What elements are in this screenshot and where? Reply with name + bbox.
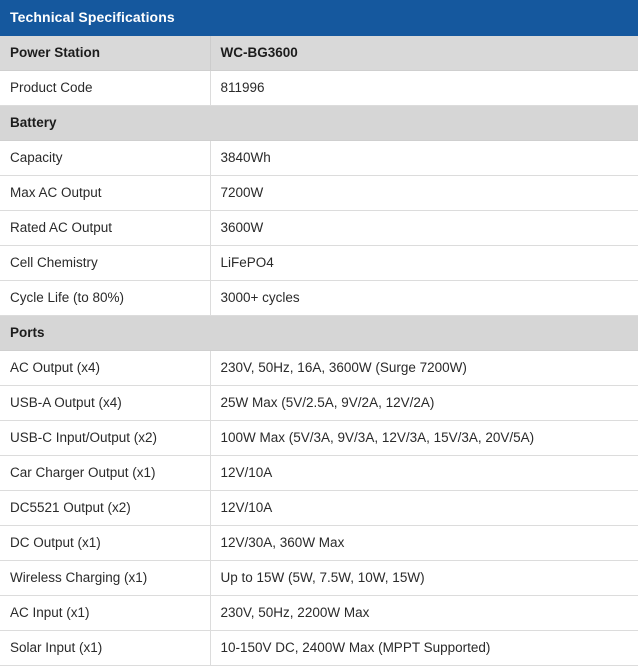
spec-value: 3840Wh bbox=[210, 141, 638, 176]
spec-label: Product Code bbox=[0, 71, 210, 106]
section-header-label: Ports bbox=[0, 316, 638, 351]
table-row bbox=[0, 281, 638, 316]
spec-value: 12V/10A bbox=[210, 491, 638, 526]
spec-value: 230V, 50Hz, 2200W Max bbox=[210, 596, 638, 631]
table-row bbox=[0, 71, 638, 106]
section-header-label: Battery bbox=[0, 106, 638, 141]
spec-label: Car Charger Output (x1) bbox=[0, 456, 210, 491]
spec-label: Wireless Charging (x1) bbox=[0, 561, 210, 596]
spec-value: 230V, 50Hz, 16A, 3600W (Surge 7200W) bbox=[210, 351, 638, 386]
spec-value: LiFePO4 bbox=[210, 246, 638, 281]
table-row bbox=[0, 596, 638, 631]
table-row bbox=[0, 351, 638, 386]
spec-label: Cell Chemistry bbox=[0, 246, 210, 281]
spec-label: Power Station bbox=[0, 36, 210, 71]
spec-label: Cycle Life (to 80%) bbox=[0, 281, 210, 316]
table-row bbox=[0, 456, 638, 491]
spec-label: AC Input (x1) bbox=[0, 596, 210, 631]
spec-label: Max AC Output bbox=[0, 176, 210, 211]
spec-label: Capacity bbox=[0, 141, 210, 176]
table-row bbox=[0, 386, 638, 421]
table-row bbox=[0, 631, 638, 666]
table-row bbox=[0, 176, 638, 211]
spec-value: WC-BG3600 bbox=[210, 36, 638, 71]
spec-label: Rated AC Output bbox=[0, 211, 210, 246]
section-header-row bbox=[0, 316, 638, 351]
page-title: Technical Specifications bbox=[0, 0, 638, 36]
table-title-row bbox=[0, 0, 638, 36]
spec-label: USB-A Output (x4) bbox=[0, 386, 210, 421]
spec-value: 100W Max (5V/3A, 9V/3A, 12V/3A, 15V/3A, 20V/5A) bbox=[210, 421, 638, 456]
table-row bbox=[0, 36, 638, 71]
spec-label: DC Output (x1) bbox=[0, 526, 210, 561]
spec-value: 7200W bbox=[210, 176, 638, 211]
table-body bbox=[0, 36, 638, 666]
spec-value: 3000+ cycles bbox=[210, 281, 638, 316]
spec-label: AC Output (x4) bbox=[0, 351, 210, 386]
table-row bbox=[0, 561, 638, 596]
spec-value: 3600W bbox=[210, 211, 638, 246]
table-row bbox=[0, 421, 638, 456]
spec-value: 10-150V DC, 2400W Max (MPPT Supported) bbox=[210, 631, 638, 666]
spec-label: Solar Input (x1) bbox=[0, 631, 210, 666]
spec-label: DC5521 Output (x2) bbox=[0, 491, 210, 526]
spec-value: 811996 bbox=[210, 71, 638, 106]
spec-label: USB-C Input/Output (x2) bbox=[0, 421, 210, 456]
spec-value: Up to 15W (5W, 7.5W, 10W, 15W) bbox=[210, 561, 638, 596]
table-row bbox=[0, 491, 638, 526]
table-row bbox=[0, 246, 638, 281]
spec-value: 25W Max (5V/2.5A, 9V/2A, 12V/2A) bbox=[210, 386, 638, 421]
table-row bbox=[0, 526, 638, 561]
spec-value: 12V/30A, 360W Max bbox=[210, 526, 638, 561]
section-header-row bbox=[0, 106, 638, 141]
table-row bbox=[0, 141, 638, 176]
spec-value: 12V/10A bbox=[210, 456, 638, 491]
table-row bbox=[0, 211, 638, 246]
